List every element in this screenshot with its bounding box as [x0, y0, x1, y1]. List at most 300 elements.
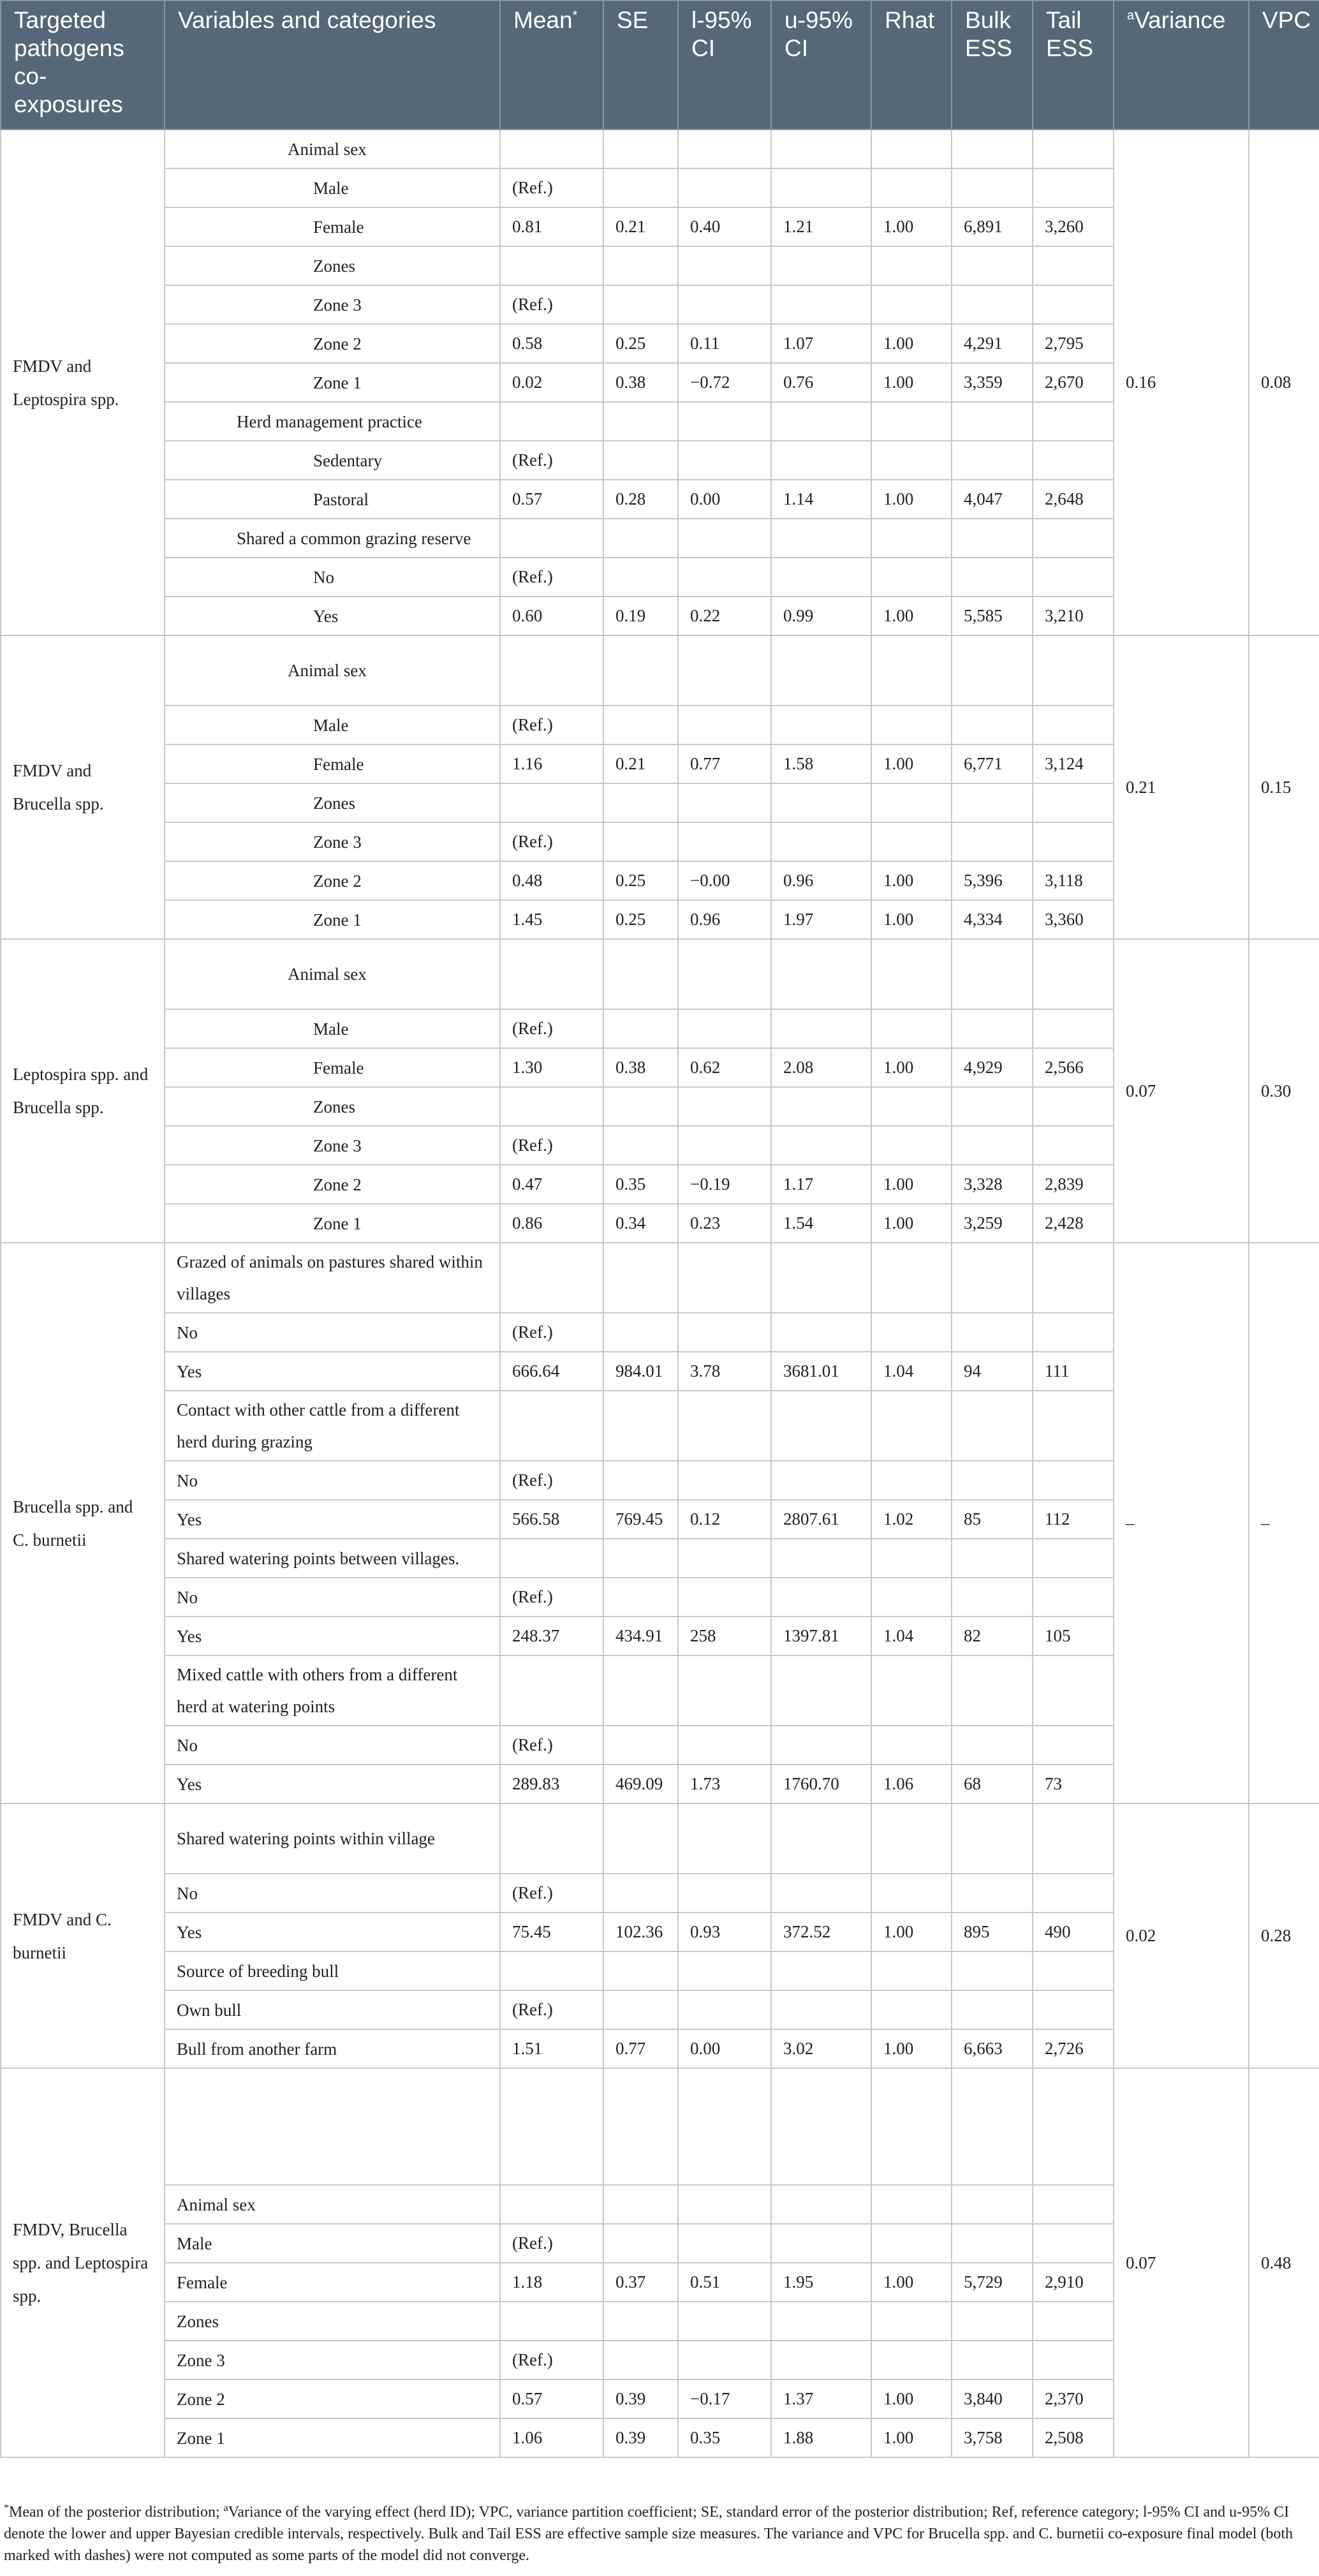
vpc-cell: 0.28: [1249, 1803, 1319, 2068]
cell-se: [603, 1243, 678, 1313]
table-row: [1, 635, 1319, 706]
variable-label: No: [165, 1726, 500, 1765]
cell-tail: [1033, 285, 1114, 324]
cell-mean: [500, 2302, 603, 2341]
cell-rhat: 1.00: [871, 900, 952, 939]
variable-label: Yes: [165, 1913, 500, 1951]
cell-rhat: 1.00: [871, 861, 952, 900]
variable-label: Yes: [165, 1500, 500, 1539]
cell-mean: 0.02: [500, 363, 603, 402]
cell-u95: [771, 1990, 871, 2029]
cell-u95: 1.95: [771, 2263, 871, 2302]
cell-bulk: 3,758: [952, 2418, 1033, 2457]
cell-l95: 0.00: [678, 480, 771, 519]
table-row: [1, 1243, 1319, 1313]
cell-mean: [500, 1087, 603, 1126]
cell-tail: 2,508: [1033, 2418, 1114, 2457]
cell-tail: 2,795: [1033, 324, 1114, 363]
table-row: [1, 130, 1319, 168]
cell-se: [603, 939, 678, 1009]
cell-u95: 1.58: [771, 744, 871, 783]
cell-tail: [1033, 2341, 1114, 2380]
cell-se: [603, 402, 678, 441]
cell-bulk: [952, 285, 1033, 324]
cell-bulk: 6,771: [952, 744, 1033, 783]
cell-se: 0.39: [603, 2418, 678, 2457]
cell-se: 434.91: [603, 1617, 678, 1655]
cell-se: 769.45: [603, 1500, 678, 1539]
cell-u95: 1.21: [771, 207, 871, 246]
cell-l95: −0.19: [678, 1165, 771, 1204]
cell-tail: [1033, 2185, 1114, 2224]
variable-label: Yes: [165, 596, 500, 635]
cell-rhat: [871, 1087, 952, 1126]
cell-bulk: 82: [952, 1617, 1033, 1655]
cell-tail: 112: [1033, 1500, 1114, 1539]
cell-tail: [1033, 2068, 1114, 2185]
cell-rhat: 1.00: [871, 207, 952, 246]
footnote-text-2: Variance of the varying effect (herd ID); VPC, variance partition coefficient; SE, standard error of the posterior distribution; Ref, reference category; l-95% CI and u-95% CI denote the lower and upper Bayesian credible intervals, respectively. Bulk and Tail ESS are effective sample size measures. The variance and VPC for Brucella spp. and C. burnetii co-exposure final model (both marked with dashes) were not computed as some parts of the model did not converge.: [4, 2504, 1293, 2564]
variable-label: Male: [165, 2224, 500, 2263]
header-se: SE: [603, 1, 678, 130]
cell-mean: 1.51: [500, 2029, 603, 2068]
cell-tail: [1033, 1539, 1114, 1578]
cell-u95: 3.02: [771, 2029, 871, 2068]
cell-bulk: [952, 2068, 1033, 2185]
variable-label: Zones: [165, 246, 500, 285]
cell-rhat: [871, 2068, 952, 2185]
cell-rhat: 1.00: [871, 1165, 952, 1204]
cell-se: [603, 2185, 678, 2224]
variable-label: Animal sex: [165, 2185, 500, 2224]
cell-tail: [1033, 1874, 1114, 1913]
cell-tail: [1033, 706, 1114, 744]
cell-mean: [500, 1951, 603, 1990]
cell-tail: [1033, 2302, 1114, 2341]
cell-se: [603, 246, 678, 285]
cell-rhat: [871, 246, 952, 285]
pathogen-cell: FMDV, Brucella spp. and Leptospira spp.: [1, 2068, 165, 2457]
cell-bulk: [952, 1578, 1033, 1617]
cell-u95: [771, 2224, 871, 2263]
cell-bulk: [952, 1391, 1033, 1461]
cell-mean: [500, 130, 603, 168]
variable-label: Male: [165, 168, 500, 207]
variable-label: Female: [165, 1048, 500, 1087]
cell-u95: [771, 1126, 871, 1165]
cell-rhat: 1.00: [871, 363, 952, 402]
cell-u95: [771, 2185, 871, 2224]
cell-l95: [678, 1391, 771, 1461]
header-bulk-ess: Bulk ESS: [952, 1, 1033, 130]
cell-l95: 0.51: [678, 2263, 771, 2302]
cell-tail: [1033, 558, 1114, 596]
cell-l95: [678, 402, 771, 441]
variable-label: No: [165, 1578, 500, 1617]
cell-l95: 0.22: [678, 596, 771, 635]
cell-bulk: [952, 1087, 1033, 1126]
cell-bulk: 4,334: [952, 900, 1033, 939]
cell-u95: 1.97: [771, 900, 871, 939]
cell-se: [603, 1009, 678, 1048]
cell-l95: 0.00: [678, 2029, 771, 2068]
variable-label: No: [165, 1461, 500, 1500]
cell-bulk: [952, 1009, 1033, 1048]
cell-tail: 2,566: [1033, 1048, 1114, 1087]
cell-se: 0.39: [603, 2380, 678, 2418]
cell-l95: [678, 168, 771, 207]
variance-cell: 0.16: [1114, 130, 1249, 635]
cell-bulk: 68: [952, 1765, 1033, 1803]
variable-label: Zone 1: [165, 2418, 500, 2457]
cell-tail: 490: [1033, 1913, 1114, 1951]
cell-bulk: [952, 1313, 1033, 1352]
cell-rhat: [871, 1126, 952, 1165]
cell-u95: [771, 1951, 871, 1990]
cell-tail: 73: [1033, 1765, 1114, 1803]
cell-l95: 0.62: [678, 1048, 771, 1087]
cell-tail: [1033, 1313, 1114, 1352]
cell-se: 102.36: [603, 1913, 678, 1951]
variable-label: Zone 1: [165, 900, 500, 939]
variable-label: Zones: [165, 783, 500, 822]
cell-bulk: [952, 558, 1033, 596]
cell-l95: [678, 1990, 771, 2029]
cell-rhat: [871, 2341, 952, 2380]
cell-tail: [1033, 168, 1114, 207]
cell-se: 0.34: [603, 1204, 678, 1243]
cell-bulk: 5,396: [952, 861, 1033, 900]
cell-tail: [1033, 1391, 1114, 1461]
cell-l95: [678, 1655, 771, 1726]
cell-rhat: 1.02: [871, 1500, 952, 1539]
cell-u95: 1.07: [771, 324, 871, 363]
cell-u95: 3681.01: [771, 1352, 871, 1391]
variable-label: Zone 1: [165, 363, 500, 402]
cell-u95: [771, 2302, 871, 2341]
cell-mean: (Ref.): [500, 1990, 603, 2029]
cell-rhat: 1.00: [871, 1913, 952, 1951]
cell-mean: (Ref.): [500, 1126, 603, 1165]
cell-tail: [1033, 1655, 1114, 1726]
cell-l95: 3.78: [678, 1352, 771, 1391]
cell-u95: [771, 402, 871, 441]
cell-rhat: 1.00: [871, 2418, 952, 2457]
cell-mean: 1.06: [500, 2418, 603, 2457]
cell-bulk: [952, 1990, 1033, 2029]
variable-label: Mixed cattle with others from a different herd at watering points: [165, 1655, 500, 1726]
cell-u95: [771, 2341, 871, 2380]
cell-mean: 1.16: [500, 744, 603, 783]
cell-rhat: [871, 822, 952, 861]
cell-l95: [678, 1874, 771, 1913]
cell-se: [603, 783, 678, 822]
cell-se: [603, 168, 678, 207]
pathogen-cell: FMDV and Leptospira spp.: [1, 130, 165, 635]
cell-u95: [771, 1578, 871, 1617]
cell-l95: [678, 285, 771, 324]
cell-rhat: [871, 1391, 952, 1461]
cell-u95: [771, 558, 871, 596]
variance-cell: –: [1114, 1243, 1249, 1803]
cell-mean: (Ref.): [500, 1874, 603, 1913]
cell-se: [603, 1126, 678, 1165]
header-pathogens: Targeted pathogens co-exposures: [1, 1, 165, 130]
cell-tail: 2,648: [1033, 480, 1114, 519]
cell-bulk: [952, 2185, 1033, 2224]
cell-se: 0.37: [603, 2263, 678, 2302]
cell-se: 0.25: [603, 861, 678, 900]
header-u95: u-95% CI: [771, 1, 871, 130]
cell-tail: [1033, 635, 1114, 706]
cell-rhat: [871, 1313, 952, 1352]
cell-tail: 2,428: [1033, 1204, 1114, 1243]
cell-l95: [678, 441, 771, 480]
vpc-cell: 0.08: [1249, 130, 1319, 635]
variable-label: Yes: [165, 1617, 500, 1655]
cell-l95: [678, 2185, 771, 2224]
cell-bulk: [952, 168, 1033, 207]
cell-mean: 566.58: [500, 1500, 603, 1539]
cell-l95: 0.40: [678, 207, 771, 246]
cell-mean: [500, 939, 603, 1009]
footnote-sup-2: a: [223, 2503, 228, 2513]
cell-tail: [1033, 2224, 1114, 2263]
cell-mean: (Ref.): [500, 1009, 603, 1048]
cell-tail: [1033, 822, 1114, 861]
cell-se: [603, 285, 678, 324]
cell-se: 0.35: [603, 1165, 678, 1204]
cell-u95: 1.14: [771, 480, 871, 519]
cell-l95: [678, 1951, 771, 1990]
cell-bulk: [952, 130, 1033, 168]
cell-bulk: [952, 1726, 1033, 1765]
cell-l95: [678, 1087, 771, 1126]
cell-tail: [1033, 246, 1114, 285]
cell-u95: [771, 1391, 871, 1461]
cell-u95: [771, 1726, 871, 1765]
header-row: [1, 1, 1319, 130]
cell-tail: [1033, 1726, 1114, 1765]
variable-label: [165, 2068, 500, 2185]
variable-label: Yes: [165, 1352, 500, 1391]
cell-se: 0.77: [603, 2029, 678, 2068]
cell-rhat: [871, 2302, 952, 2341]
pathogen-cell: Brucella spp. and C. burnetii: [1, 1243, 165, 1803]
cell-se: 469.09: [603, 1765, 678, 1803]
cell-mean: 1.18: [500, 2263, 603, 2302]
cell-l95: [678, 822, 771, 861]
variable-label: No: [165, 1874, 500, 1913]
cell-se: [603, 1539, 678, 1578]
variable-label: Zone 3: [165, 2341, 500, 2380]
cell-l95: [678, 1126, 771, 1165]
cell-mean: (Ref.): [500, 1578, 603, 1617]
variable-label: Zone 3: [165, 285, 500, 324]
variance-cell: 0.07: [1114, 939, 1249, 1243]
cell-u95: [771, 1803, 871, 1874]
cell-rhat: [871, 706, 952, 744]
variable-label: Zones: [165, 2302, 500, 2341]
cell-se: 0.38: [603, 363, 678, 402]
cell-se: [603, 706, 678, 744]
cell-se: [603, 130, 678, 168]
cell-mean: (Ref.): [500, 1726, 603, 1765]
cell-mean: 0.48: [500, 861, 603, 900]
cell-tail: [1033, 1461, 1114, 1500]
variance-cell: 0.07: [1114, 2068, 1249, 2457]
cell-u95: [771, 246, 871, 285]
variable-label: Female: [165, 207, 500, 246]
cell-se: 0.25: [603, 900, 678, 939]
variable-label: Animal sex: [165, 130, 500, 168]
cell-l95: 0.12: [678, 1500, 771, 1539]
cell-bulk: [952, 441, 1033, 480]
cell-mean: [500, 402, 603, 441]
variable-label: Male: [165, 1009, 500, 1048]
cell-se: 0.21: [603, 207, 678, 246]
cell-tail: [1033, 519, 1114, 558]
cell-u95: [771, 1655, 871, 1726]
cell-se: [603, 1578, 678, 1617]
cell-bulk: [952, 519, 1033, 558]
cell-l95: [678, 1461, 771, 1500]
cell-se: [603, 2224, 678, 2263]
cell-mean: (Ref.): [500, 706, 603, 744]
cell-tail: 3,118: [1033, 861, 1114, 900]
variable-label: Zone 2: [165, 2380, 500, 2418]
cell-l95: [678, 1313, 771, 1352]
cell-se: [603, 1461, 678, 1500]
cell-l95: [678, 1803, 771, 1874]
cell-l95: [678, 519, 771, 558]
variable-label: Male: [165, 706, 500, 744]
cell-rhat: 1.00: [871, 480, 952, 519]
cell-bulk: [952, 402, 1033, 441]
cell-tail: [1033, 1990, 1114, 2029]
cell-tail: [1033, 1087, 1114, 1126]
cell-rhat: [871, 402, 952, 441]
table-row: [1, 939, 1319, 1009]
cell-u95: 0.99: [771, 596, 871, 635]
cell-rhat: [871, 1951, 952, 1990]
cell-u95: [771, 1874, 871, 1913]
footnote-sup-1: *: [4, 2503, 9, 2513]
cell-bulk: [952, 939, 1033, 1009]
cell-bulk: [952, 1951, 1033, 1990]
cell-bulk: [952, 1803, 1033, 1874]
cell-tail: [1033, 1243, 1114, 1313]
header-variables: Variables and categories: [165, 1, 500, 130]
cell-se: [603, 2068, 678, 2185]
cell-se: [603, 1951, 678, 1990]
cell-mean: 1.30: [500, 1048, 603, 1087]
cell-l95: 0.93: [678, 1913, 771, 1951]
variable-label: Zone 1: [165, 1204, 500, 1243]
cell-mean: [500, 1655, 603, 1726]
cell-tail: 2,670: [1033, 363, 1114, 402]
header-vpc: VPC: [1249, 1, 1319, 130]
cell-tail: 3,260: [1033, 207, 1114, 246]
header-variance: [1114, 1, 1249, 130]
cell-tail: 2,370: [1033, 2380, 1114, 2418]
cell-rhat: 1.00: [871, 744, 952, 783]
cell-rhat: [871, 285, 952, 324]
cell-u95: [771, 130, 871, 168]
cell-l95: 0.11: [678, 324, 771, 363]
cell-mean: 0.57: [500, 2380, 603, 2418]
cell-mean: (Ref.): [500, 2341, 603, 2380]
variable-label: No: [165, 558, 500, 596]
cell-se: [603, 1391, 678, 1461]
variable-label: Zone 3: [165, 1126, 500, 1165]
cell-mean: [500, 1803, 603, 1874]
cell-bulk: 3,840: [952, 2380, 1033, 2418]
cell-tail: [1033, 1126, 1114, 1165]
cell-bulk: 3,259: [952, 1204, 1033, 1243]
cell-l95: −0.17: [678, 2380, 771, 2418]
cell-l95: −0.00: [678, 861, 771, 900]
cell-mean: [500, 246, 603, 285]
footnote-text-1: Mean of the posterior distribution;: [9, 2504, 224, 2520]
variable-label: Shared watering points within village: [165, 1803, 500, 1874]
cell-rhat: 1.00: [871, 2029, 952, 2068]
cell-u95: 2.08: [771, 1048, 871, 1087]
cell-u95: [771, 1539, 871, 1578]
cell-tail: [1033, 1578, 1114, 1617]
cell-bulk: [952, 2341, 1033, 2380]
cell-u95: [771, 168, 871, 207]
cell-mean: 75.45: [500, 1913, 603, 1951]
cell-rhat: [871, 1990, 952, 2029]
cell-bulk: 3,359: [952, 363, 1033, 402]
variable-label: Zones: [165, 1087, 500, 1126]
variable-label: Herd management practice: [165, 402, 500, 441]
cell-l95: [678, 558, 771, 596]
cell-rhat: [871, 1461, 952, 1500]
cell-mean: [500, 783, 603, 822]
cell-mean: [500, 519, 603, 558]
cell-bulk: [952, 1126, 1033, 1165]
cell-tail: [1033, 130, 1114, 168]
variable-label: Female: [165, 2263, 500, 2302]
cell-mean: (Ref.): [500, 1461, 603, 1500]
cell-u95: [771, 519, 871, 558]
variable-label: Shared watering points between villages.: [165, 1539, 500, 1578]
table-row: [1, 2068, 1319, 2185]
variable-label: Source of breeding bull: [165, 1951, 500, 1990]
cell-tail: 3,210: [1033, 596, 1114, 635]
cell-u95: 1.88: [771, 2418, 871, 2457]
cell-u95: 1397.81: [771, 1617, 871, 1655]
cell-u95: 1.37: [771, 2380, 871, 2418]
cell-l95: [678, 1539, 771, 1578]
cell-bulk: 4,291: [952, 324, 1033, 363]
cell-se: [603, 1655, 678, 1726]
header-l95: l-95% CI: [678, 1, 771, 130]
cell-bulk: 4,929: [952, 1048, 1033, 1087]
cell-bulk: [952, 246, 1033, 285]
footnote: [4, 2498, 1305, 2566]
cell-l95: 0.96: [678, 900, 771, 939]
cell-l95: [678, 706, 771, 744]
cell-mean: [500, 1539, 603, 1578]
cell-tail: 2,839: [1033, 1165, 1114, 1204]
cell-rhat: [871, 2224, 952, 2263]
cell-bulk: [952, 1874, 1033, 1913]
cell-u95: 1.17: [771, 1165, 871, 1204]
cell-bulk: [952, 783, 1033, 822]
